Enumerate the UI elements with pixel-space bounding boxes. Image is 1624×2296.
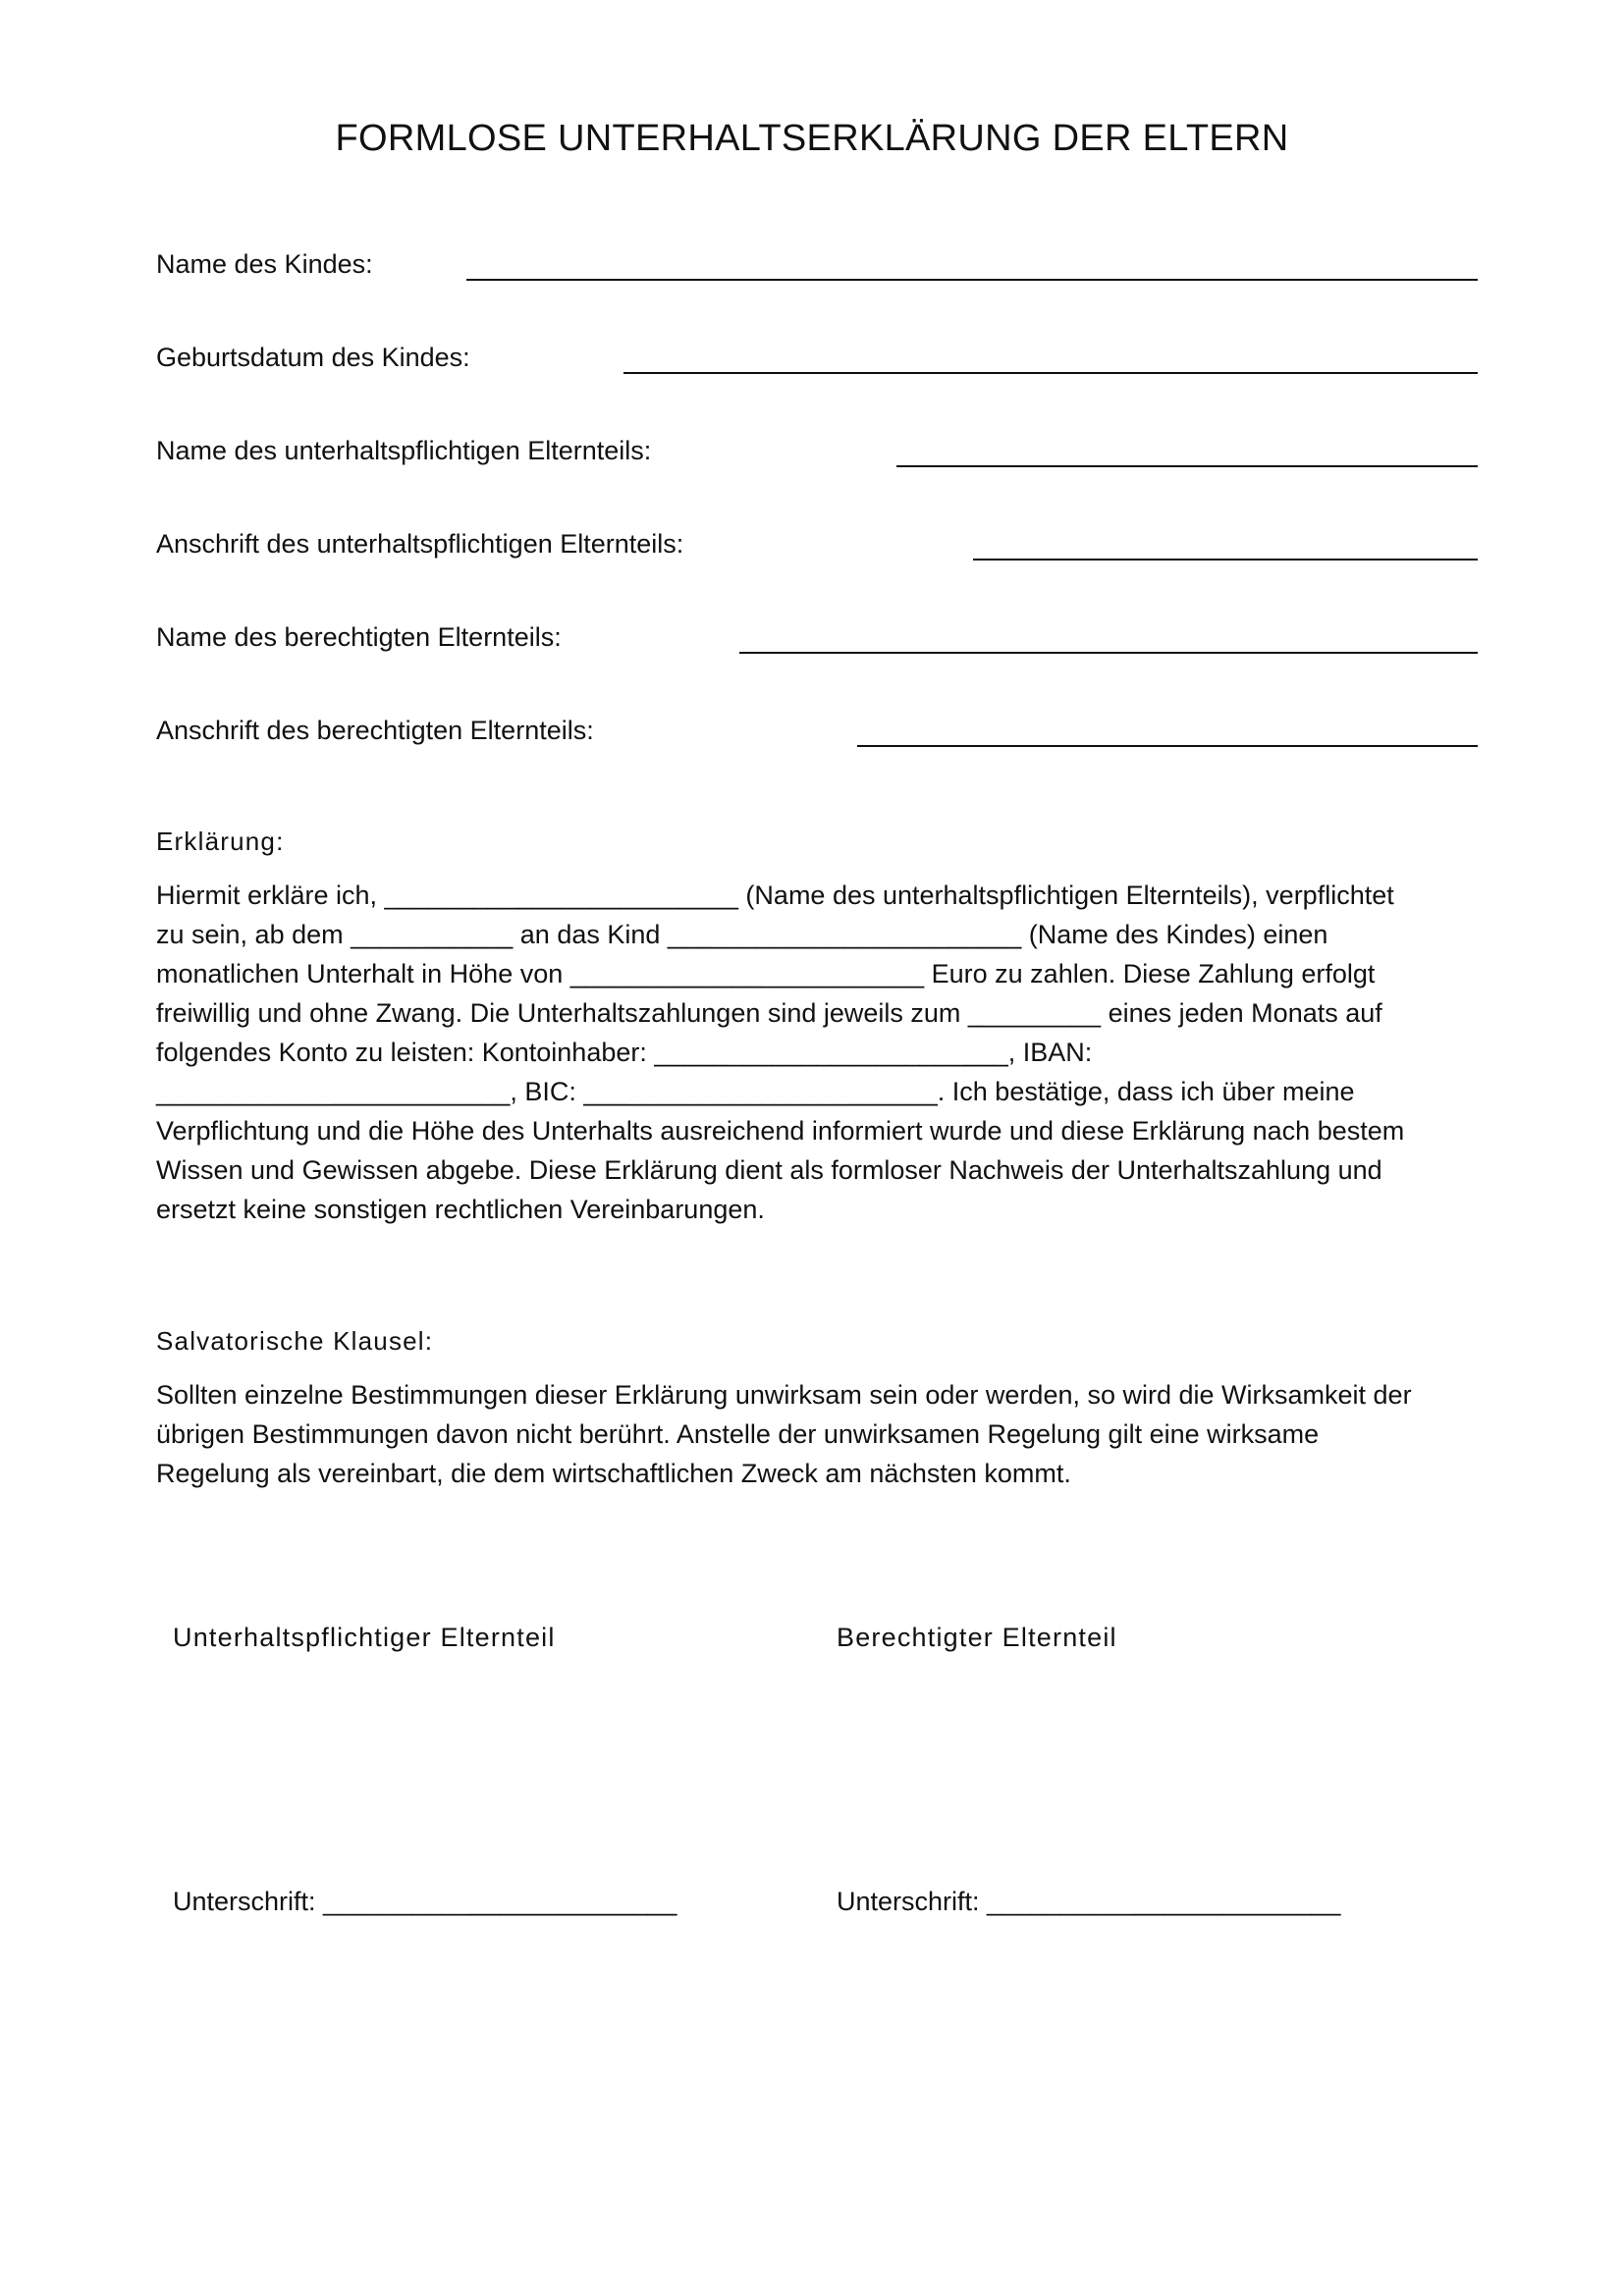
field-obligated-parent-name	[156, 434, 1478, 473]
declaration-line: Wissen und Gewissen abgebe. Diese Erklärung dient als formloser Nachweis der Unterhaltszahlung und	[156, 1155, 1382, 1185]
declaration-line: Hiermit erkläre ich, ________________________ (Name des unterhaltspflichtigen Elternteils), verpflichtet	[156, 881, 1394, 910]
declaration-line: ________________________, BIC: ________________________. Ich bestätige, dass ich über meine	[156, 1077, 1355, 1106]
field-label-obligated-parent-name: Name des unterhaltspflichtigen Elternteils:	[156, 436, 652, 465]
field-line-entitled-parent-address[interactable]	[857, 745, 1478, 747]
field-line-obligated-parent-address[interactable]	[973, 559, 1478, 561]
signature-line-obligated[interactable]: Unterschrift: ________________________	[173, 1887, 677, 1916]
declaration-line: zu sein, ab dem ___________ an das Kind ________________________ (Name des Kindes) einen	[156, 920, 1328, 949]
field-label-child-birthdate: Geburtsdatum des Kindes:	[156, 343, 470, 372]
declaration-line: folgendes Konto zu leisten: Kontoinhaber: ________________________, IBAN:	[156, 1038, 1093, 1067]
clause-heading: Salvatorische Klausel:	[156, 1326, 434, 1356]
field-line-obligated-parent-name[interactable]	[896, 465, 1478, 467]
field-label-entitled-parent-name: Name des berechtigten Elternteils:	[156, 622, 562, 652]
declaration-heading: Erklärung:	[156, 827, 285, 856]
document-title: FORMLOSE UNTERHALTSERKLÄRUNG DER ELTERN	[335, 118, 1289, 159]
field-label-entitled-parent-address: Anschrift des berechtigten Elternteils:	[156, 716, 594, 745]
clause-line: Regelung als vereinbart, die dem wirtschaftlichen Zweck am nächsten kommt.	[156, 1459, 1071, 1488]
field-line-entitled-parent-name[interactable]	[739, 652, 1478, 654]
declaration-paragraph	[156, 876, 1491, 1229]
field-line-child-birthdate[interactable]	[623, 372, 1478, 374]
field-line-child-name[interactable]	[466, 279, 1478, 281]
declaration-line: ersetzt keine sonstigen rechtlichen Vereinbarungen.	[156, 1195, 765, 1224]
declaration-line: freiwillig und ohne Zwang. Die Unterhaltszahlungen sind jeweils zum _________ eines jeden Monats auf	[156, 998, 1382, 1028]
signature-heading-entitled: Berechtigter Elternteil	[837, 1623, 1117, 1652]
declaration-line: Verpflichtung und die Höhe des Unterhalts ausreichend informiert wurde und diese Erklärung nach bestem	[156, 1116, 1405, 1146]
field-entitled-parent-address	[156, 714, 1478, 753]
field-label-child-name: Name des Kindes:	[156, 249, 373, 279]
field-child-birthdate	[156, 341, 1478, 380]
signature-heading-obligated: Unterhaltspflichtiger Elternteil	[173, 1623, 556, 1652]
signature-line-entitled[interactable]: Unterschrift: ________________________	[837, 1887, 1341, 1916]
clause-line: Sollten einzelne Bestimmungen dieser Erklärung unwirksam sein oder werden, so wird die Wirksamkeit der	[156, 1380, 1412, 1410]
field-obligated-parent-address	[156, 527, 1478, 566]
field-child-name	[156, 247, 1478, 287]
declaration-line: monatlichen Unterhalt in Höhe von ________________________ Euro zu zahlen. Diese Zahlung erfolgt	[156, 959, 1376, 988]
field-entitled-parent-name	[156, 620, 1478, 660]
clause-line: übrigen Bestimmungen davon nicht berührt. Anstelle der unwirksamen Regelung gilt eine wirksame	[156, 1419, 1320, 1449]
clause-paragraph	[156, 1375, 1491, 1493]
field-label-obligated-parent-address: Anschrift des unterhaltspflichtigen Elternteils:	[156, 529, 684, 559]
